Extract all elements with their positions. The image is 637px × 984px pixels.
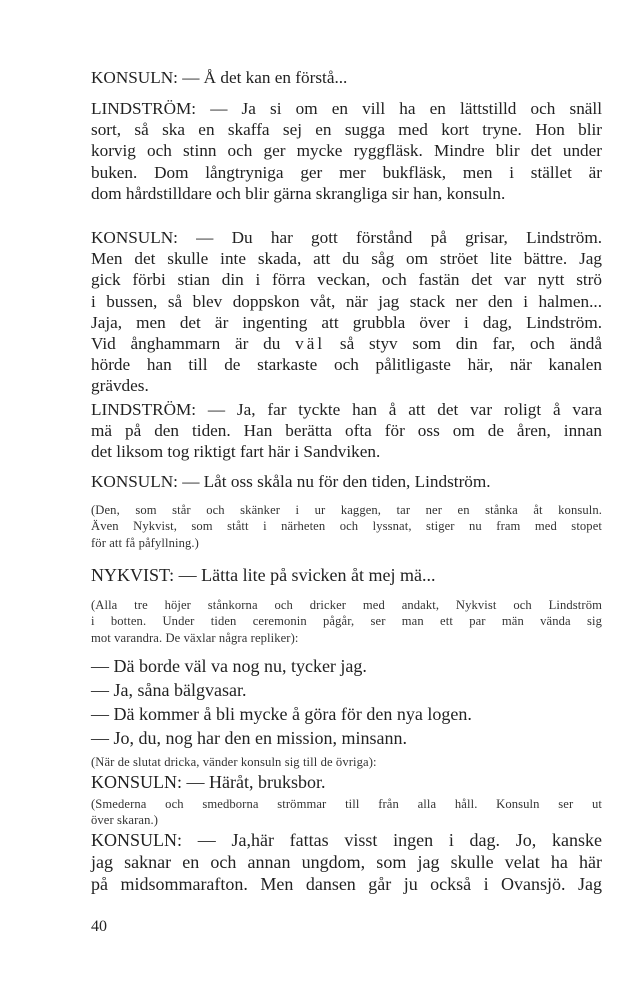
text-line: på midsommarafton. Men dansen går ju också i Ovansjö. Jag	[91, 874, 602, 894]
dialogue-lindstrom-2	[91, 399, 602, 463]
text-line: korvig och stinn och ger mycke ryggfläsk. Mindre blir det under	[91, 141, 602, 161]
dialogue-replies	[91, 654, 602, 750]
text-line: (Alla tre höjer stånkorna och dricker med andakt, Nykvist och Lindström	[91, 598, 602, 612]
text-line: dom hårdstilldare och blir gärna skrangliga sir han, konsuln.	[91, 183, 506, 203]
emphasized-word: väl	[295, 334, 326, 354]
text-line: Jaja, men det är ingenting att grubbla över i dag, Lindström.	[91, 312, 602, 332]
text-line: KONSULN: — Häråt, bruksbor.	[91, 772, 326, 792]
text-line: NYKVIST: — Lätta lite på svicken åt mej mä...	[91, 565, 436, 585]
stage-direction-2	[91, 597, 602, 646]
text-line: — Jo, du, nog har den en mission, minsann.	[91, 728, 407, 748]
text-line: — Ja, såna bälgvasar.	[91, 680, 247, 700]
text-line: jag saknar en och annan ungdom, som jag skulle velat ha här	[91, 852, 602, 872]
text-line: KONSULN: — Å det kan en förstå...	[91, 68, 348, 87]
text-line: LINDSTRÖM: — Ja, far tyckte han å att det var roligt å vara	[91, 400, 602, 419]
text-line: — Dä kommer å bli mycke å göra för den nya logen.	[91, 704, 472, 724]
text-line: mä på den tiden. Han berätta ofta för oss om de åren, innan	[91, 421, 602, 441]
dialogue-konsuln-2	[91, 227, 602, 397]
text-line: det liksom tog riktigt fart här i Sandviken.	[91, 442, 381, 462]
dialogue-konsuln-1	[91, 67, 602, 88]
text-line: Men det skulle inte skada, att du såg om ströet lite bättre. Jag	[91, 249, 602, 269]
text-line: buken. Dom långtryniga ger mer bukfläsk, men i stället är	[91, 162, 602, 182]
text-line	[91, 333, 602, 354]
text-line: grävdes.	[91, 376, 149, 396]
text-segment: så styv som din far, och ändå	[339, 334, 603, 354]
text-line: LINDSTRÖM: — Ja si om en vill ha en lättstilld och snäll	[91, 99, 602, 118]
text-line: för att få påfyllning.)	[91, 535, 199, 550]
text-line: i bussen, så blev doppskon våt, när jag stack ner den i halmen...	[91, 291, 602, 311]
text-line: sort, så ska en skaffa sej en sugga med kort tryne. Hon blir	[91, 120, 602, 140]
text-line: i botten. Under tiden ceremonin pågår, ser man ett par män vända sig	[91, 614, 602, 629]
text-line: (När de slutat dricka, vänder konsuln sig till de övriga):	[91, 755, 377, 769]
stage-direction-3	[91, 754, 602, 770]
dialogue-lindstrom-1	[91, 98, 602, 204]
text-line: KONSULN: — Ja,här fattas visst ingen i dag. Jo, kanske	[91, 830, 602, 850]
text-segment: Vid ånghammarn är du	[91, 334, 281, 354]
dialogue-nykvist	[91, 564, 602, 586]
page-number: 40	[91, 918, 107, 935]
text-line: Även Nykvist, som stått i närheten och lyssnat, stiger nu fram med stopet	[91, 519, 602, 534]
text-line: (Smederna och smedborna strömmar till från alla håll. Konsuln ser ut	[91, 797, 602, 811]
text-line: hörde han till de starkaste och pålitligaste här, när kanalen	[91, 355, 602, 375]
stage-direction-4	[91, 796, 602, 829]
text-line: KONSULN: — Låt oss skåla nu för den tiden, Lindström.	[91, 472, 491, 491]
dialogue-konsuln-5	[91, 829, 602, 895]
text-line: mot varandra. De växlar några repliker):	[91, 630, 299, 645]
text-line: — Dä borde väl va nog nu, tycker jag.	[91, 656, 367, 676]
text-line: över skaran.)	[91, 813, 159, 828]
dialogue-konsuln-4	[91, 771, 602, 793]
stage-direction-1	[91, 502, 602, 551]
dialogue-konsuln-3	[91, 471, 602, 492]
text-line: gick förbi stian din i förra veckan, och fastän det var nytt strö	[91, 270, 602, 290]
text-line: (Den, som står och skänker i ur kaggen, tar ner en stånka åt konsuln.	[91, 503, 602, 517]
text-line: KONSULN: — Du har gott förstånd på grisar, Lindström.	[91, 228, 602, 247]
